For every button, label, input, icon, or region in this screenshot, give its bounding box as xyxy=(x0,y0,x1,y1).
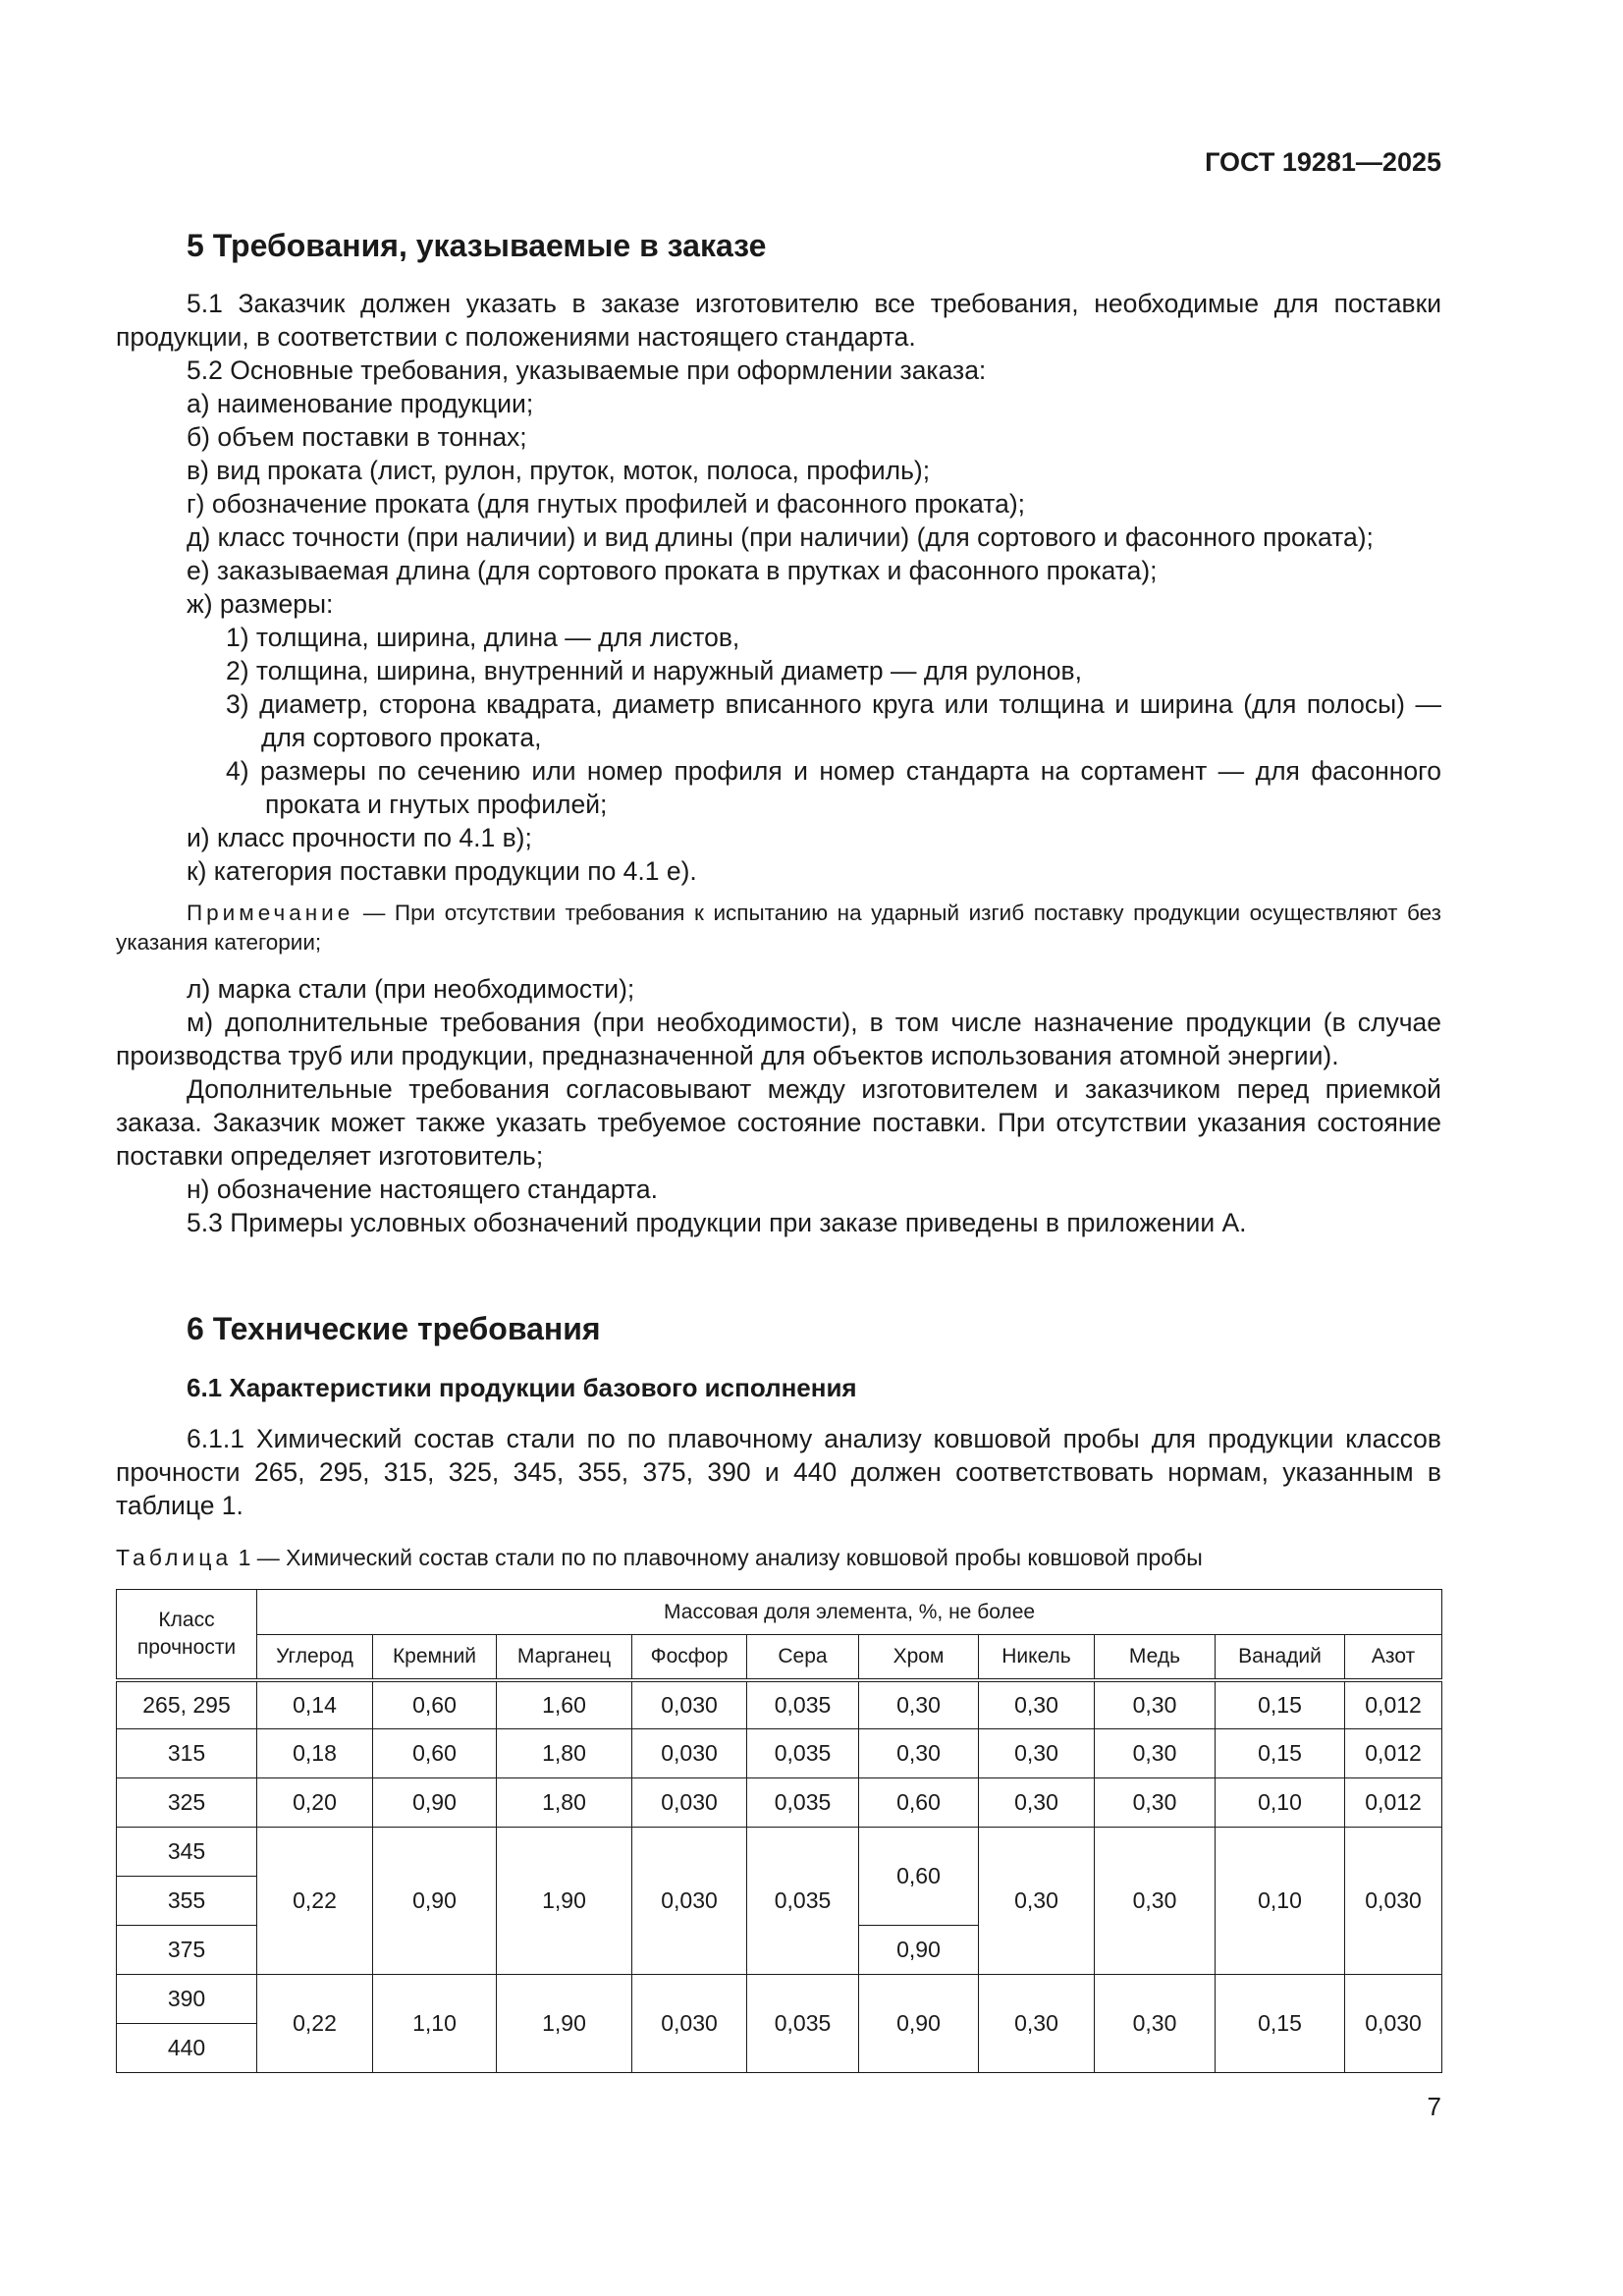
paragraph-5-2: 5.2 Основные требования, указываемые при оформлении заказа: xyxy=(187,355,987,385)
cell-nitrogen: 0,030 xyxy=(1345,1828,1442,1975)
cell-carbon: 0,18 xyxy=(257,1729,373,1778)
section-5-body-continued xyxy=(116,972,1441,1239)
sub-item-1: 1) толщина, ширина, длина — для листов, xyxy=(226,623,740,652)
section-5-body xyxy=(116,287,1441,888)
cell-chromium: 0,30 xyxy=(859,1680,979,1729)
cell-phosphorus: 0,030 xyxy=(632,1729,747,1778)
cell-phosphorus: 0,030 xyxy=(632,1680,747,1729)
cell-silicon: 1,10 xyxy=(373,1975,497,2073)
list-item-l: л) марка стали (при необходимости); xyxy=(187,974,635,1004)
cell-vanadium: 0,15 xyxy=(1216,1729,1345,1778)
list-item-zh: ж) размеры: xyxy=(187,589,334,619)
note xyxy=(116,899,1441,957)
note-block xyxy=(116,899,1441,957)
table-row xyxy=(117,1680,1442,1729)
header-chromium: Хром xyxy=(859,1635,979,1680)
header-sulfur: Сера xyxy=(747,1635,859,1680)
sub-item-4: 4) размеры по сечению или номер профиля и номер стандарта на сортамент — для фасонного проката и гнутых профилей; xyxy=(226,756,1441,819)
section-5 xyxy=(116,228,1441,264)
cell-copper: 0,30 xyxy=(1095,1729,1216,1778)
table-caption-label: Таблица xyxy=(116,1545,233,1570)
cell-class: 315 xyxy=(117,1729,257,1778)
list-item-g: г) обозначение проката (для гнутых профилей и фасонного проката); xyxy=(187,489,1026,519)
paragraph-additional-requirements: Дополнительные требования согласовывают между изготовителем и заказчиком перед приемкой заказа. Заказчик может также указать требуемое состояние поставки. При отсутствии указания состояние поставки определяет изготовитель; xyxy=(116,1074,1441,1171)
cell-chromium: 0,90 xyxy=(859,1926,979,1975)
cell-vanadium: 0,15 xyxy=(1216,1975,1345,2073)
header-mass-fraction: Массовая доля элемента, %, не более xyxy=(257,1590,1442,1635)
cell-silicon: 0,60 xyxy=(373,1729,497,1778)
chemical-composition-table xyxy=(116,1589,1442,2073)
cell-class: 355 xyxy=(117,1877,257,1926)
paragraph-5-3: 5.3 Примеры условных обозначений продукции при заказе приведены в приложении А. xyxy=(187,1208,1247,1237)
cell-sulfur: 0,035 xyxy=(747,1778,859,1828)
cell-class: 325 xyxy=(117,1778,257,1828)
list-item-d: д) класс точности (при наличии) и вид длины (при наличии) (для сортового и фасонного проката); xyxy=(187,522,1374,552)
list-item-m: м) дополнительные требования (при необходимости), в том числе назначение продукции (в случае производства труб или продукции, предназначенной для объектов использования атомной энергии). xyxy=(116,1008,1441,1070)
header-phosphorus: Фосфор xyxy=(632,1635,747,1680)
document-code: ГОСТ 19281—2025 xyxy=(1205,147,1441,177)
cell-copper: 0,30 xyxy=(1095,1975,1216,2073)
cell-nickel: 0,30 xyxy=(979,1729,1095,1778)
paragraph-6-1-1: 6.1.1 Химический состав стали по по плавочному анализу ковшовой пробы для продукции классов прочности 265, 295, 315, 325, 345, 355, 375, 390 и 440 должен соответствовать нормам, указанным в таблице 1. xyxy=(116,1424,1441,1520)
cell-manganese: 1,90 xyxy=(497,1828,632,1975)
cell-silicon: 0,90 xyxy=(373,1778,497,1828)
header-strength-class: Класс прочности xyxy=(117,1590,257,1680)
cell-chromium: 0,90 xyxy=(859,1975,979,2073)
cell-nickel: 0,30 xyxy=(979,1828,1095,1975)
cell-manganese: 1,60 xyxy=(497,1680,632,1729)
cell-chromium: 0,60 xyxy=(859,1778,979,1828)
header-manganese: Марганец xyxy=(497,1635,632,1680)
cell-copper: 0,30 xyxy=(1095,1828,1216,1975)
list-item-n: н) обозначение настоящего стандарта. xyxy=(187,1175,658,1204)
cell-vanadium: 0,10 xyxy=(1216,1828,1345,1975)
cell-vanadium: 0,15 xyxy=(1216,1680,1345,1729)
cell-manganese: 1,80 xyxy=(497,1778,632,1828)
cell-nitrogen: 0,012 xyxy=(1345,1729,1442,1778)
cell-nitrogen: 0,012 xyxy=(1345,1680,1442,1729)
list-item-i: и) класс прочности по 4.1 в); xyxy=(187,823,532,852)
header-vanadium: Ванадий xyxy=(1216,1635,1345,1680)
cell-nickel: 0,30 xyxy=(979,1975,1095,2073)
cell-class: 345 xyxy=(117,1828,257,1877)
sub-item-3: 3) диаметр, сторона квадрата, диаметр вписанного круга или толщина и ширина (для полосы) — для сортового проката, xyxy=(226,689,1441,752)
cell-manganese: 1,90 xyxy=(497,1975,632,2073)
list-item-e: е) заказываемая длина (для сортового проката в прутках и фасонного проката); xyxy=(187,556,1158,585)
header-nitrogen: Азот xyxy=(1345,1635,1442,1680)
cell-nickel: 0,30 xyxy=(979,1778,1095,1828)
table-caption-text: 1 — Химический состав стали по по плавочному анализу ковшовой пробы ковшовой пробы xyxy=(232,1545,1203,1570)
list-item-a: а) наименование продукции; xyxy=(187,389,534,418)
list-item-v: в) вид проката (лист, рулон, пруток, моток, полоса, профиль); xyxy=(187,456,931,485)
cell-carbon: 0,20 xyxy=(257,1778,373,1828)
list-item-k: к) категория поставки продукции по 4.1 е). xyxy=(187,856,697,886)
table-row xyxy=(117,1828,1442,1877)
table-row xyxy=(117,1729,1442,1778)
cell-nickel: 0,30 xyxy=(979,1680,1095,1729)
cell-carbon: 0,22 xyxy=(257,1975,373,2073)
cell-silicon: 0,90 xyxy=(373,1828,497,1975)
table-row xyxy=(117,1778,1442,1828)
cell-chromium: 0,30 xyxy=(859,1729,979,1778)
table-1 xyxy=(116,1589,1441,2073)
cell-sulfur: 0,035 xyxy=(747,1729,859,1778)
cell-class: 375 xyxy=(117,1926,257,1975)
cell-sulfur: 0,035 xyxy=(747,1828,859,1975)
sub-item-2: 2) толщина, ширина, внутренний и наружный диаметр — для рулонов, xyxy=(226,656,1082,685)
cell-copper: 0,30 xyxy=(1095,1680,1216,1729)
list-item-b: б) объем поставки в тоннах; xyxy=(187,422,527,452)
paragraph-5-1: 5.1 Заказчик должен указать в заказе изготовителю все требования, необходимые для поставки продукции, в соответствии с положениями настоящего стандарта. xyxy=(116,289,1441,352)
header-copper: Медь xyxy=(1095,1635,1216,1680)
cell-manganese: 1,80 xyxy=(497,1729,632,1778)
cell-chromium: 0,60 xyxy=(859,1828,979,1926)
cell-phosphorus: 0,030 xyxy=(632,1975,747,2073)
table-row xyxy=(117,1975,1442,2024)
section-5-title: 5 Требования, указываемые в заказе xyxy=(187,228,767,263)
cell-class: 390 xyxy=(117,1975,257,2024)
paragraph-6-1-1-block xyxy=(116,1422,1441,1522)
table-caption xyxy=(116,1543,1441,1572)
note-text: — При отсутствии требования к испытанию на ударный изгиб поставку продукции осуществляют без указания категории; xyxy=(116,901,1441,955)
page-number: 7 xyxy=(1427,2092,1441,2121)
subsection-6-1-title: 6.1 Характеристики продукции базового исполнения xyxy=(187,1373,857,1402)
cell-copper: 0,30 xyxy=(1095,1778,1216,1828)
note-label: Примечание xyxy=(187,901,354,925)
header-silicon: Кремний xyxy=(373,1635,497,1680)
cell-sulfur: 0,035 xyxy=(747,1975,859,2073)
cell-carbon: 0,14 xyxy=(257,1680,373,1729)
cell-nitrogen: 0,030 xyxy=(1345,1975,1442,2073)
table-caption-block xyxy=(116,1543,1441,1572)
cell-silicon: 0,60 xyxy=(373,1680,497,1729)
header-carbon: Углерод xyxy=(257,1635,373,1680)
subsection-6-1 xyxy=(116,1373,1441,1403)
cell-phosphorus: 0,030 xyxy=(632,1828,747,1975)
section-6 xyxy=(116,1311,1441,1347)
cell-class: 440 xyxy=(117,2024,257,2073)
cell-phosphorus: 0,030 xyxy=(632,1778,747,1828)
cell-sulfur: 0,035 xyxy=(747,1680,859,1729)
cell-class: 265, 295 xyxy=(117,1680,257,1729)
cell-carbon: 0,22 xyxy=(257,1828,373,1975)
cell-vanadium: 0,10 xyxy=(1216,1778,1345,1828)
section-6-title: 6 Технические требования xyxy=(187,1311,601,1346)
header-nickel: Никель xyxy=(979,1635,1095,1680)
cell-nitrogen: 0,012 xyxy=(1345,1778,1442,1828)
